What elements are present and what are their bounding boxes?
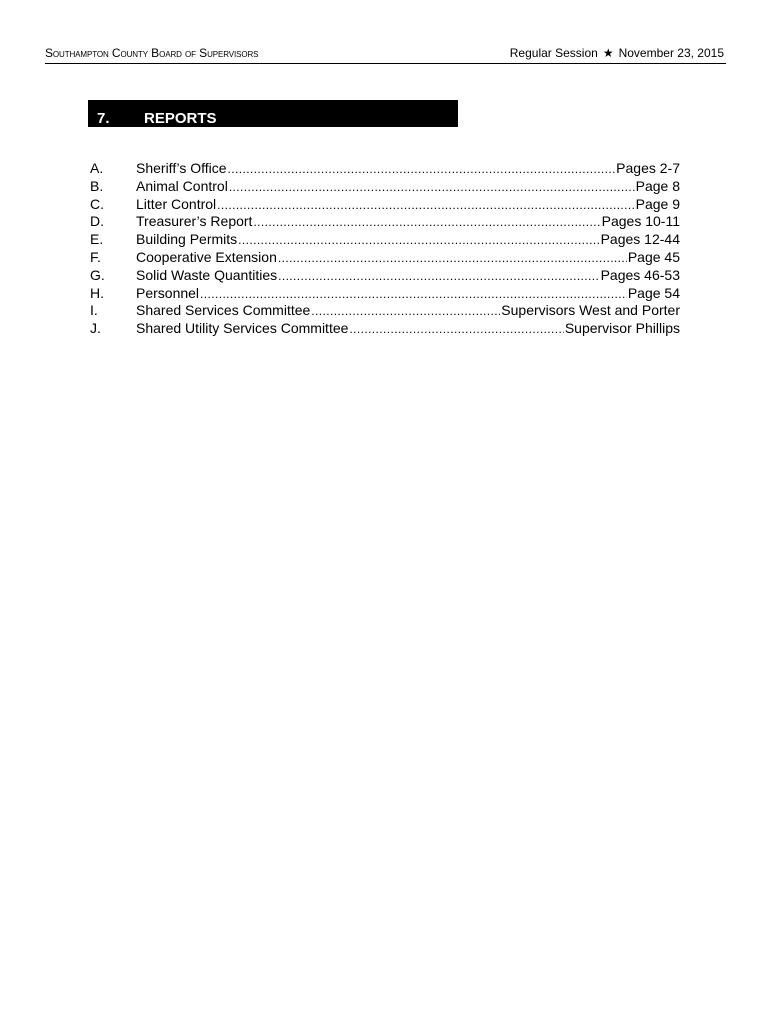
dot-leader [228, 161, 616, 179]
dot-leader [278, 268, 599, 286]
section-title: REPORTS [144, 110, 217, 127]
item-reference: Page 45 [627, 248, 680, 265]
item-letter: F. [90, 248, 101, 265]
item-label: Treasurer’s Report [136, 213, 253, 230]
list-item [90, 302, 680, 320]
list-item [90, 160, 680, 178]
item-label: Animal Control [136, 177, 228, 194]
item-letter: I. [90, 302, 98, 319]
item-letter: D. [90, 213, 104, 230]
item-letter: J. [90, 320, 101, 337]
list-item [90, 267, 680, 285]
item-letter: G. [90, 266, 105, 283]
item-entry [136, 285, 680, 304]
item-letter: C. [90, 195, 104, 212]
item-label: Shared Services Committee [136, 302, 311, 319]
dot-leader [238, 232, 599, 250]
reports-list [90, 160, 680, 338]
item-entry [136, 231, 680, 250]
item-label: Cooperative Extension [136, 248, 277, 265]
item-label: Building Permits [136, 231, 238, 248]
organization-name: Southampton County Board of Supervisors [45, 46, 259, 60]
item-entry [136, 302, 680, 321]
item-entry [136, 249, 680, 268]
item-label: Shared Utility Services Committee [136, 320, 349, 337]
item-letter: A. [90, 160, 104, 176]
item-reference: Pages 12-44 [600, 231, 680, 248]
session-type: Regular Session [509, 46, 598, 60]
dot-leader [200, 286, 627, 304]
item-label: Personnel [136, 284, 200, 301]
section-heading [88, 100, 458, 127]
item-entry [136, 267, 680, 286]
dot-leader [253, 214, 600, 232]
item-entry [136, 320, 680, 339]
item-entry [136, 160, 680, 179]
dot-leader [349, 321, 563, 339]
dot-leader [217, 197, 634, 215]
item-reference: Pages 46-53 [600, 266, 680, 283]
list-item [90, 178, 680, 196]
list-item [90, 213, 680, 231]
list-item [90, 320, 680, 338]
item-label: Solid Waste Quantities [136, 266, 278, 283]
item-entry [136, 196, 680, 215]
section-number: 7. [97, 110, 110, 127]
item-reference: Supervisor Phillips [564, 320, 680, 337]
session-date: November 23, 2015 [618, 46, 724, 60]
dot-leader [229, 179, 635, 197]
page-header [45, 45, 726, 64]
list-item [90, 249, 680, 267]
item-reference: Page 54 [627, 284, 680, 301]
item-entry [136, 213, 680, 232]
item-reference: Pages 10-11 [601, 213, 680, 230]
item-reference: Supervisors West and Porter [501, 302, 680, 319]
item-letter: B. [90, 177, 104, 194]
list-item [90, 196, 680, 214]
list-item [90, 231, 680, 249]
item-reference: Page 9 [635, 195, 680, 212]
dot-leader [311, 303, 500, 321]
item-reference: Pages 2-7 [616, 160, 680, 176]
star-icon: ★ [602, 46, 614, 60]
item-entry [136, 178, 680, 197]
list-item [90, 285, 680, 303]
item-reference: Page 8 [635, 177, 680, 194]
item-letter: H. [90, 284, 104, 301]
dot-leader [278, 250, 627, 268]
item-label: Sheriff’s Office [136, 160, 227, 176]
session-info [510, 46, 724, 60]
item-label: Litter Control [136, 195, 217, 212]
item-letter: E. [90, 231, 104, 248]
